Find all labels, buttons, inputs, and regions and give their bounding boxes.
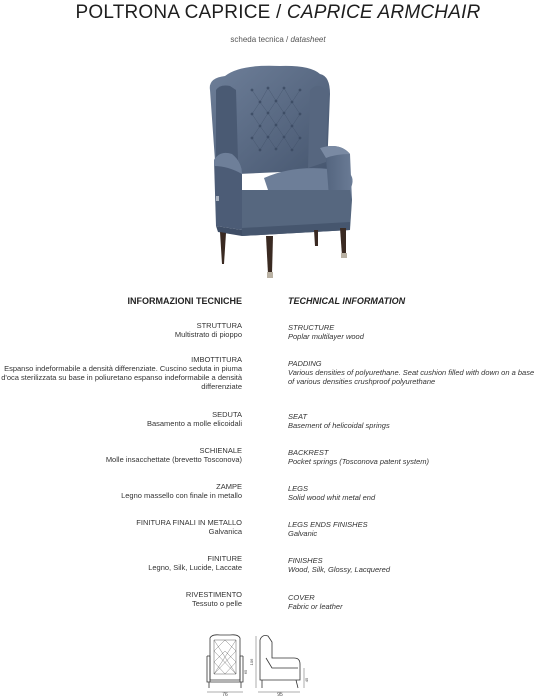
spec-cover-it	[0, 590, 242, 608]
spec-label: FINITURA FINALI IN METALLO	[136, 518, 242, 527]
spec-value: Galvanic	[288, 529, 318, 538]
spec-leg-ends-it	[0, 518, 242, 536]
spec-label: IMBOTTITURA	[191, 355, 242, 364]
spec-value: Galvanica	[208, 527, 242, 536]
spec-value: Espanso indeformabile a densità differenziate. Cuscino seduta in piuma d'oca sterilizzata su base in poliuretano espanso indeformabile a densità differenziate	[1, 364, 242, 391]
heading-english: TECHNICAL INFORMATION	[288, 296, 406, 306]
spec-leg-ends-en	[288, 520, 538, 538]
spec-label: RIVESTIMENTO	[185, 590, 242, 599]
spec-label: SCHIENALE	[199, 446, 242, 455]
dimension-height: 106	[249, 658, 254, 666]
spec-structure-en	[288, 323, 538, 341]
spec-label: BACKREST	[288, 448, 329, 457]
spec-structure-it	[0, 321, 242, 339]
heading-italian: INFORMAZIONI TECNICHE	[127, 296, 242, 306]
title-italian: POLTRONA CAPRICE /	[75, 2, 287, 23]
spec-cover-en	[288, 593, 538, 611]
side-view-drawing	[256, 636, 304, 693]
dimension-arm-height: 65	[243, 669, 248, 675]
spec-value: Molle insacchettate (brevetto Tosconova)	[105, 455, 242, 464]
spec-seat-it	[0, 410, 242, 428]
spec-value: Fabric or leather	[288, 602, 343, 611]
spec-value: Legno, Silk, Lucide, Laccate	[148, 563, 242, 572]
spec-value: Pocket springs (Tosconova patent system)	[288, 457, 430, 466]
spec-legs-it	[0, 482, 242, 500]
spec-label: FINISHES	[288, 556, 323, 565]
spec-label: FINITURE	[207, 554, 242, 563]
spec-value: Legno massello con finale in metallo	[121, 491, 242, 500]
spec-label: ZAMPE	[216, 482, 242, 491]
spec-label: PADDING	[288, 359, 322, 368]
spec-padding-en	[288, 359, 538, 386]
dimension-seat-height: 45	[304, 677, 309, 683]
spec-label: SEAT	[288, 412, 308, 421]
spec-legs-en	[288, 484, 538, 502]
spec-finishes-en	[288, 556, 538, 574]
spec-value: Poplar multilayer wood	[288, 332, 364, 341]
spec-label: LEGS	[288, 484, 309, 493]
spec-value: Various densities of polyurethane. Seat cushion filled with down on a base of various densities crushproof polyurethane	[288, 368, 535, 386]
spec-label: STRUTTURA	[196, 321, 242, 330]
spec-label: COVER	[288, 593, 315, 602]
spec-label: LEGS ENDS FINISHES	[288, 520, 368, 529]
front-view-drawing	[207, 635, 243, 692]
dimension-width: 76	[222, 692, 228, 696]
spec-value: Multistrato di pioppo	[174, 330, 242, 339]
spec-value: Basement of helicoidal springs	[288, 421, 390, 430]
spec-value: Solid wood whit metal end	[288, 493, 376, 502]
armchair-photo	[180, 50, 380, 285]
title-english: CAPRICE ARMCHAIR	[286, 2, 481, 23]
page-title	[0, 2, 556, 24]
page-subtitle	[0, 35, 556, 44]
spec-label: SEDUTA	[212, 410, 242, 419]
dimension-drawings	[200, 634, 330, 696]
subtitle-english: datasheet	[290, 35, 326, 44]
spec-backrest-it	[0, 446, 242, 464]
spec-seat-en	[288, 412, 538, 430]
spec-value: Wood, Silk, Glossy, Lacquered	[288, 565, 390, 574]
dimension-depth: 95	[277, 692, 283, 696]
spec-padding-it	[0, 355, 242, 391]
spec-label: STRUCTURE	[288, 323, 335, 332]
spec-value: Tessuto o pelle	[191, 599, 242, 608]
spec-backrest-en	[288, 448, 538, 466]
spec-finishes-it	[0, 554, 242, 572]
subtitle-italian: scheda tecnica /	[230, 35, 291, 44]
spec-value: Basamento a molle elicoidali	[146, 419, 242, 428]
